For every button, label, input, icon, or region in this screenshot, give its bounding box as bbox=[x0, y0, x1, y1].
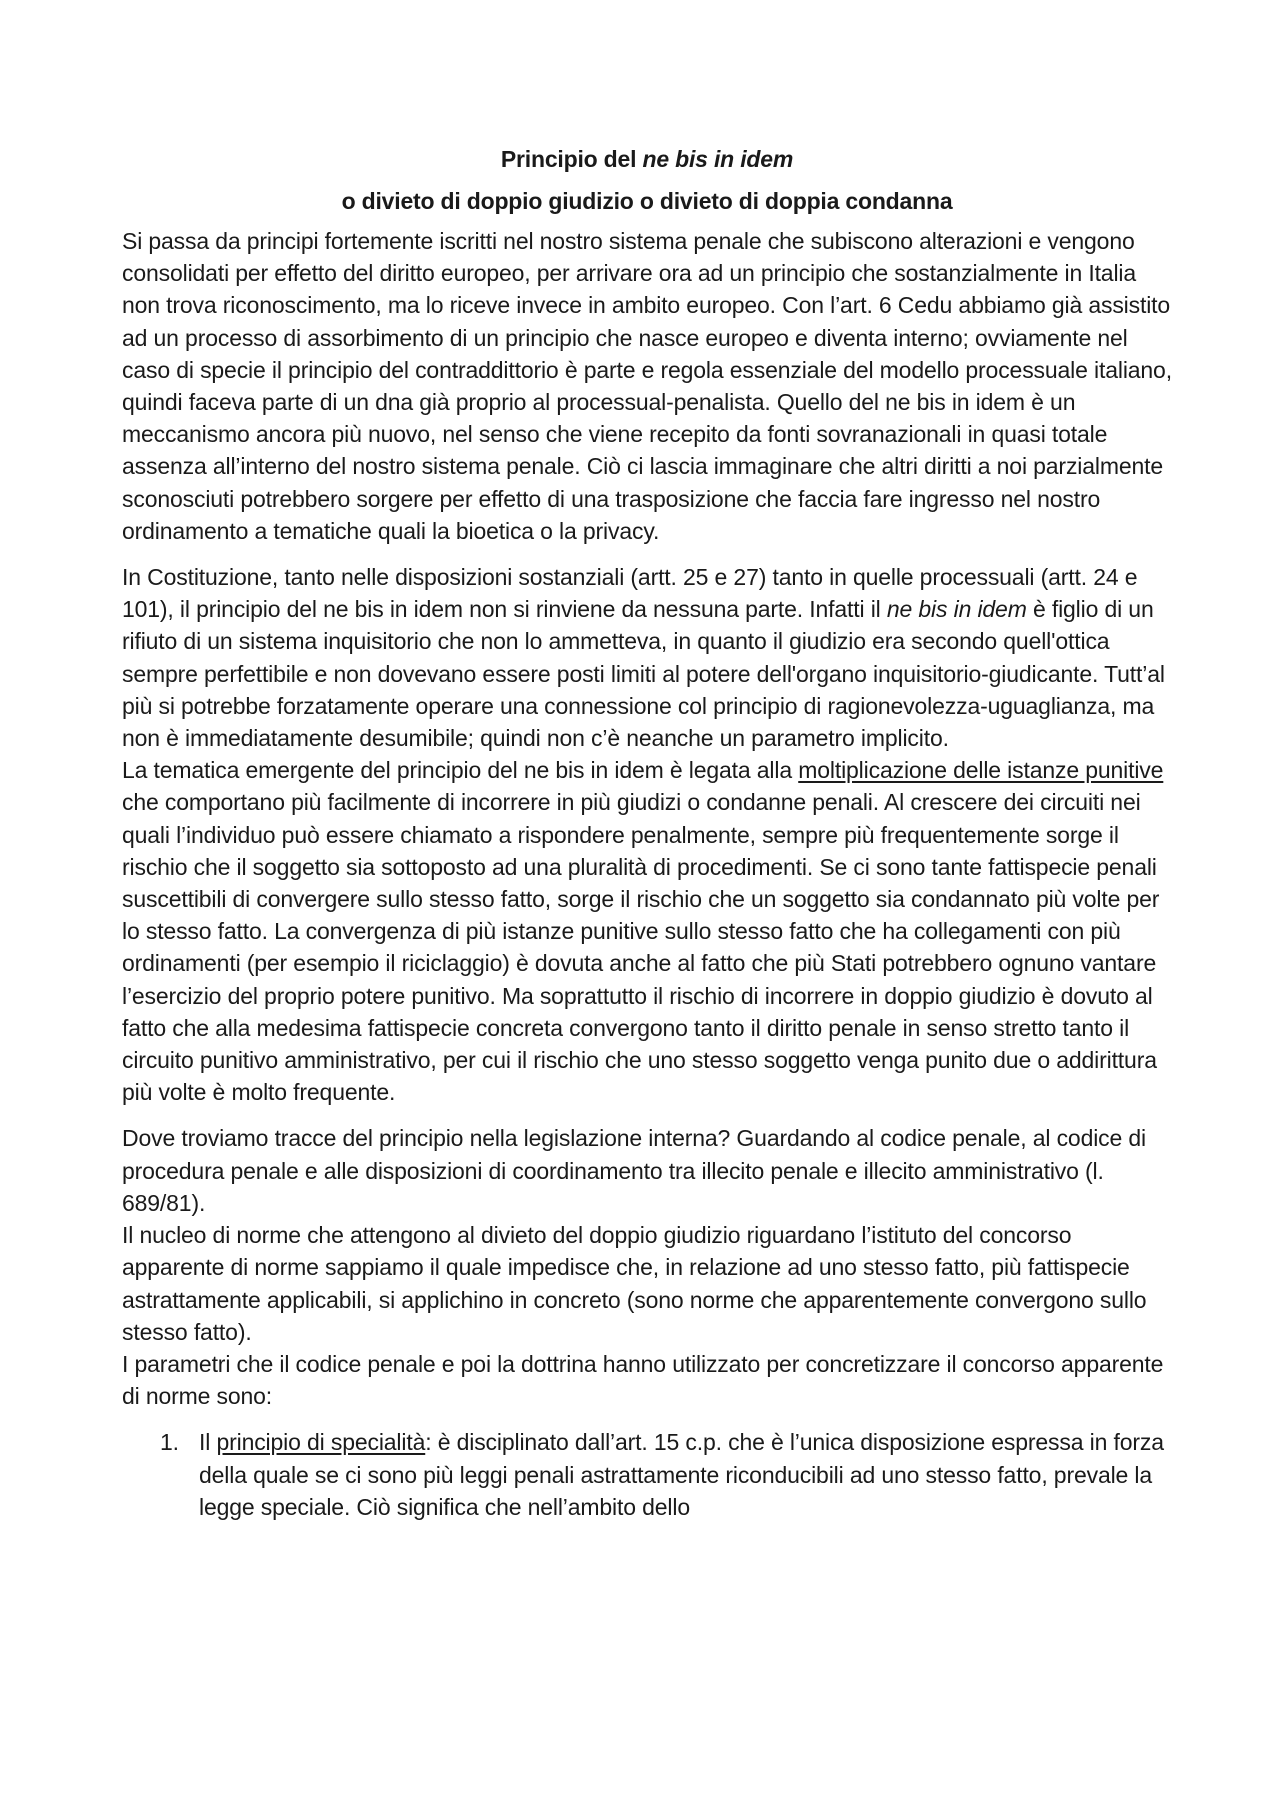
paragraph-parametri: I parametri che il codice penale e poi la dottrina hanno utilizzato per concretizzare il concorso apparente di norme sono: bbox=[122, 1350, 1164, 1410]
paragraph-tematica bbox=[122, 754, 1172, 1108]
document-title bbox=[122, 145, 1172, 173]
list-item-underline: principio di specialità bbox=[216, 1429, 426, 1456]
p2-text-a: In Costituzione, tanto nelle disposizioni sostanziali (artt. 25 e 27) tanto in quelle processuali (artt. 24 e 101), il principio del ne bis in idem non si rinviene da nessuna parte. Infatti il bbox=[122, 564, 1138, 623]
paragraph-legislazione: Dove troviamo tracce del principio nella legislazione interna? Guardando al codice penale, al codice di procedura penale e alle disposizioni di coordinamento tra illecito penale e illecito amministrativo (l. 689/81). bbox=[122, 1125, 1146, 1216]
list-item-text-b: : è disciplinato dall’art. 15 c.p. che è l’unica disposizione espressa in forza della quale se ci sono più leggi penali astrattamente riconducibili ad uno stesso fatto, prevale la legge speciale. Ciò significa che nell’ambito dello bbox=[199, 1429, 1164, 1520]
paragraph-costituzione bbox=[122, 561, 1172, 754]
paragraph-nucleo: Il nucleo di norme che attengono al divieto del doppio giudizio riguardano l’istituto del concorso apparente di norme sappiamo il quale impedisce che, in relazione ad uno stesso fatto, più fattispecie astrattamente applicabili, si applichino in concreto (sono norme che apparentemente convergono sullo stesso fatto). bbox=[122, 1222, 1147, 1345]
paragraph-intro: Si passa da principi fortemente iscritti nel nostro sistema penale che subiscono alterazioni e vengono consolidati per effetto del diritto europeo, per arrivare ora ad un principio che sostanzialmente in Italia non trova riconoscimento, ma lo riceve invece in ambito europeo. Con l’art. 6 Cedu abbiamo già assistito ad un processo di assorbimento di un principio che nasce europeo e diventa interno; ovviamente nel caso di specie il principio del contraddittorio è parte e regola essenziale del modello processuale italiano, quindi faceva parte di un dna già proprio al processual-penalista. Quello del ne bis in idem è un meccanismo ancora più nuovo, nel senso che viene recepito da fonti sovranazionali in quasi totale assenza all’interno del nostro sistema penale. Ciò ci lascia immaginare che altri diritti a noi parzialmente sconosciuti potrebbero sorgere per effetto di una trasposizione che faccia fare ingresso nel nostro ordinamento a tematiche quali la bioetica o la privacy. bbox=[122, 228, 1172, 544]
list-item-text-a: Il bbox=[199, 1429, 217, 1456]
document-subtitle: o divieto di doppio giudizio o divieto di doppia condanna bbox=[341, 188, 953, 214]
title-prefix: Principio del bbox=[500, 146, 643, 172]
p3-text-a: La tematica emergente del principio del ne bis in idem è legata alla bbox=[122, 757, 799, 784]
list-item bbox=[122, 1426, 1172, 1523]
p3-text-b: che comportano più facilmente di incorrere in più giudizi o condanne penali. Al crescere dei circuiti nei quali l’individuo può essere chiamato a rispondere penalmente, sempre più frequentemente sorge il rischio che il soggetto sia sottoposto ad una pluralità di procedimenti. Se ci sono tante fattispecie penali suscettibili di convergere sullo stesso fatto, sorge il rischio che un soggetto sia condannato più volte per lo stesso fatto. La convergenza di più istanze punitive sullo stesso fatto che ha collegamenti con più ordinamenti (per esempio il riciclaggio) è dovuta anche al fatto che più Stati potrebbero ognuno vantare l’esercizio del proprio potere punitivo. Ma soprattutto il rischio di incorrere in doppio giudizio è dovuto al fatto che alla medesima fattispecie concreta convergono tanto il diritto penale in senso stretto tanto il circuito punitivo amministrativo, per cui il rischio che uno stesso soggetto venga punito due o addirittura più volte è molto frequente. bbox=[122, 789, 1160, 1106]
p2-text-b: è figlio di un rifiuto di un sistema inquisitorio che non lo ammetteva, in quanto il giudizio era secondo quell'ottica sempre perfettibile e non dovevano essere posti limiti al potere dell'organo inquisitorio-giudicante. Tutt’al più si potrebbe forzatamente operare una connessione col principio di ragionevolezza-uguaglianza, ma non è immediatamente desumibile; quindi non c’è neanche un parametro implicito. bbox=[122, 596, 1165, 752]
criteria-list bbox=[122, 1426, 1172, 1523]
title-italic: ne bis in idem bbox=[642, 146, 794, 172]
document-page bbox=[122, 145, 1172, 1523]
p2-italic: ne bis in idem bbox=[886, 596, 1027, 623]
p3-underline: moltiplicazione delle istanze punitive bbox=[798, 757, 1164, 784]
list-item-number: 1. bbox=[160, 1429, 179, 1456]
